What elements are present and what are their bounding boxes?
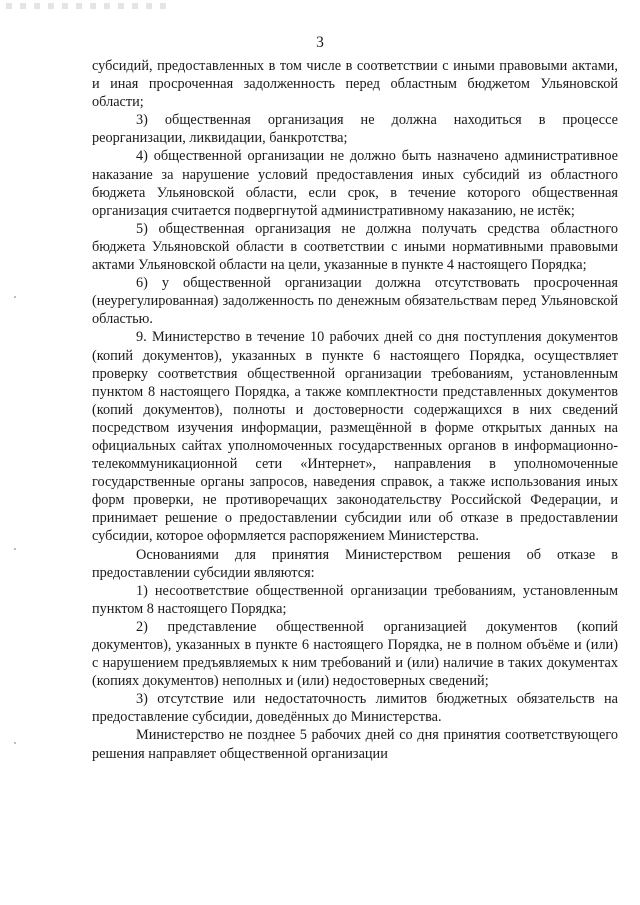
paragraph-refusal-3: 3) отсутствие или недостаточность лимитов бюджетных обязательств на предоставление субсидии, доведённых до Министерства. — [92, 691, 618, 726]
paragraph-section-9: 9. Министерство в течение 10 рабочих дней со дня поступления документов (копий документов), указанных в пункте 6 настоящего Порядка, осуществляет проверку соответствия общественной организации требованиям, установленным пунктом 8 настоящего Порядка, а также комплектности представленных документов (копий документов), полноты и достоверности содержащихся в них сведений посредством изучения информации, размещённой в форме открытых данных на официальных сайтах уполномоченных государственных органов в информационно-телекоммуникационной сети «Интернет», направления в уполномоченные государственные органы запросов, наведения справок, а также использования иных форм проверки, не противоречащих законодательству Российской Федерации, и принимает решение о предоставлении субсидии или об отказе в предоставлении субсидии, которое оформляется распоряжением Министерства. — [92, 329, 618, 545]
scan-dot — [14, 548, 16, 550]
paragraph-refusal-2: 2) представление общественной организацией документов (копий документов), указанных в пункте 6 настоящего Порядка, не в полном объёме и (или) с нарушением предъявляемых к ним требований и (или) наличие в таких документах (копиях документов) неполных и (или) недостоверных сведений; — [92, 618, 618, 690]
paragraph-notification: Министерство не позднее 5 рабочих дней со дня принятия соответствующего решения направляет общественной организации — [92, 727, 618, 762]
paragraph-item-3: 3) общественная организация не должна находиться в процессе реорганизации, ликвидации, банкротства; — [92, 112, 618, 147]
scan-dot — [14, 742, 16, 744]
paragraph-item-4: 4) общественной организации не должно быть назначено административное наказание за нарушение условий предоставления иных субсидий из областного бюджета Ульяновской области, если срок, в течение которого общественная организация считается подвергнутой административному наказанию, не истёк; — [92, 148, 618, 219]
paragraph-continuation: субсидий, предоставленных в том числе в соответствии с иными правовыми актами, и иная просроченная задолженность перед областным бюджетом Ульяновской области; — [92, 58, 618, 111]
paragraph-refusal-grounds: Основаниями для принятия Министерством решения об отказе в предоставлении субсидии являются: — [92, 546, 618, 581]
page-number: 3 — [316, 34, 324, 51]
paragraph-item-5: 5) общественная организация не должна получать средства областного бюджета Ульяновской области в соответствии с иными нормативными правовыми актами Ульяновской области на цели, указанные в пункте 4 настоящего Порядка; — [92, 220, 618, 274]
document-body — [92, 57, 618, 763]
paragraph-refusal-1: 1) несоответствие общественной организации требованиям, установленным пунктом 8 настоящего Порядка; — [92, 582, 618, 617]
scan-artifact — [6, 3, 166, 9]
paragraph-item-6: 6) у общественной организации должна отсутствовать просроченная (неурегулированная) задолженность по денежным обязательствам перед Ульяновской областью. — [92, 275, 618, 328]
scan-dot — [14, 296, 16, 298]
